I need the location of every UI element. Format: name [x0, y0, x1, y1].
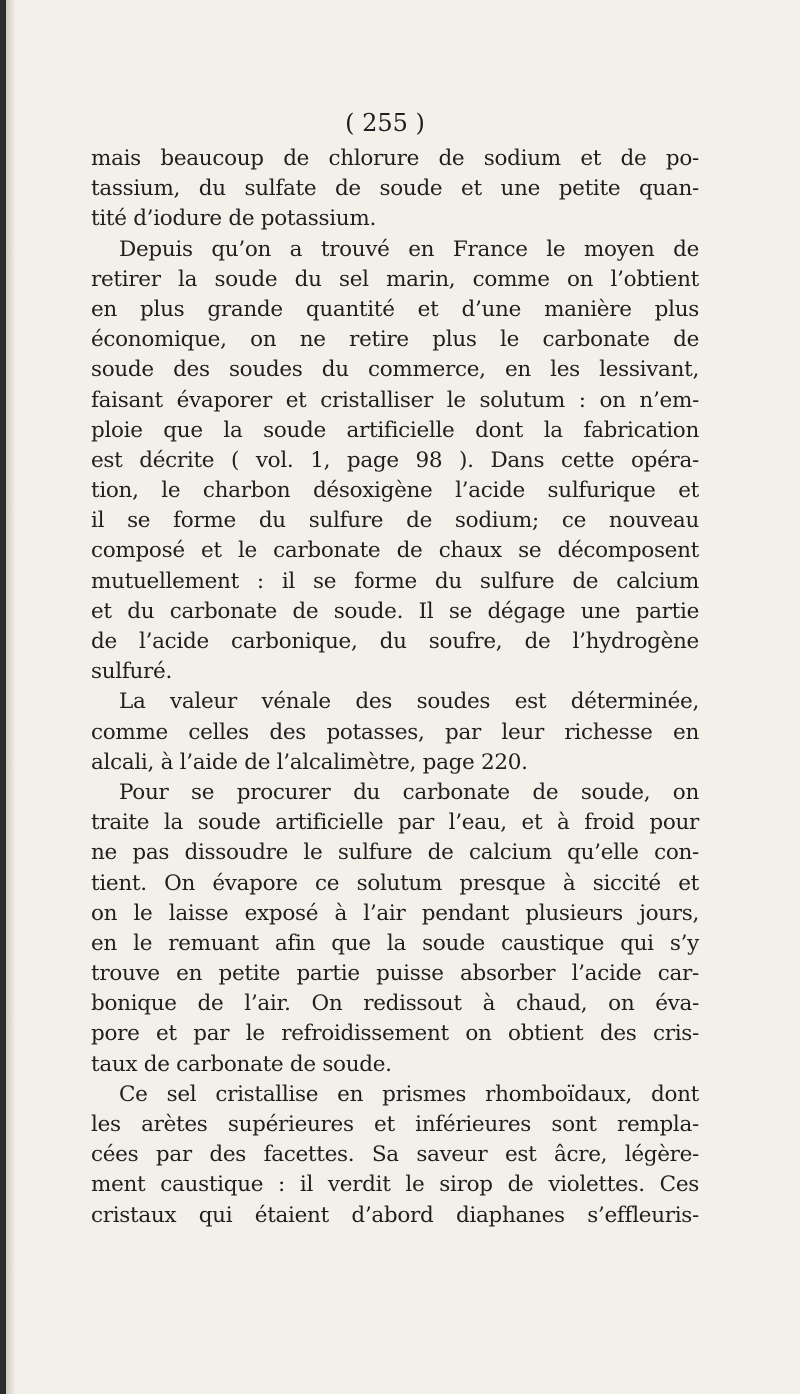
text-line: alcali, à l’aide de l’alcalimètre, page 220. — [91, 749, 528, 775]
text-line: Pour se procurer du carbonate de soude, on — [119, 779, 699, 805]
text-line: ne pas dissoudre le sulfure de calcium qu’elle con- — [91, 840, 699, 866]
text-line: taux de carbonate de soude. — [91, 1051, 392, 1077]
text-line: tient. On évapore ce solutum presque à siccité et — [91, 870, 699, 896]
text-line: de l’acide carbonique, du soufre, de l’hydrogène — [91, 629, 699, 654]
body-text — [91, 144, 699, 1231]
text-line: cristaux qui étaient d’abord diaphanes s’effleuris- — [91, 1202, 699, 1228]
text-line: mais beaucoup de chlorure de sodium et de po- — [91, 146, 699, 171]
text-line: les arètes supérieures et inférieures sont rempla- — [91, 1112, 699, 1137]
text-line: sulfuré. — [91, 659, 172, 685]
text-line: traite la soude artificielle par l’eau, et à froid pour — [91, 810, 699, 836]
text-line: et du carbonate de soude. Il se dégage une partie — [91, 598, 699, 624]
text-line: en le remuant afin que la soude caustique qui s’y — [91, 930, 699, 956]
text-line: ploie que la soude artificielle dont la fabrication — [91, 417, 699, 443]
text-line: en plus grande quantité et d’une manière plus — [91, 296, 699, 322]
text-line: tassium, du sulfate de soude et une petite quan- — [91, 176, 699, 202]
text-line: bonique de l’air. On redissout à chaud, on éva- — [91, 991, 699, 1017]
text-line: on le laisse exposé à l’air pendant plusieurs jours, — [91, 900, 699, 926]
text-line: ment caustique : il verdit le sirop de violettes. Ces — [91, 1172, 699, 1198]
page-number: ( 255 ) — [345, 109, 425, 137]
text-line: faisant évaporer et cristalliser le solutum : on n’em- — [91, 387, 699, 413]
text-line: cées par des facettes. Sa saveur est âcre, légère- — [91, 1142, 699, 1168]
text-line: comme celles des potasses, par leur richesse en — [91, 719, 699, 745]
text-line: tité d’iodure de potassium. — [91, 206, 376, 232]
text-line: il se forme du sulfure de sodium; ce nouveau — [91, 508, 699, 534]
text-line: La valeur vénale des soudes est déterminée, — [119, 689, 699, 715]
text-line: soude des soudes du commerce, en les lessivant, — [91, 357, 699, 383]
text-line: retirer la soude du sel marin, comme on l’obtient — [91, 266, 699, 292]
text-line: pore et par le refroidissement on obtient des cris- — [91, 1021, 699, 1047]
text-line: est décrite ( vol. 1, page 98 ). Dans cette opéra- — [91, 447, 699, 473]
text-line: composé et le carbonate de chaux se décomposent — [91, 538, 699, 564]
text-line: Ce sel cristallise en prismes rhomboïdaux, dont — [119, 1081, 699, 1107]
text-line: économique, on ne retire plus le carbonate de — [91, 327, 699, 353]
text-line: trouve en petite partie puisse absorber l’acide car- — [91, 961, 699, 987]
text-line: mutuellement : il se forme du sulfure de calcium — [91, 568, 699, 594]
text-line: Depuis qu’on a trouvé en France le moyen de — [119, 236, 699, 262]
binding-shadow — [6, 0, 16, 1394]
text-line: tion, le charbon désoxigène l’acide sulfurique et — [91, 478, 699, 504]
